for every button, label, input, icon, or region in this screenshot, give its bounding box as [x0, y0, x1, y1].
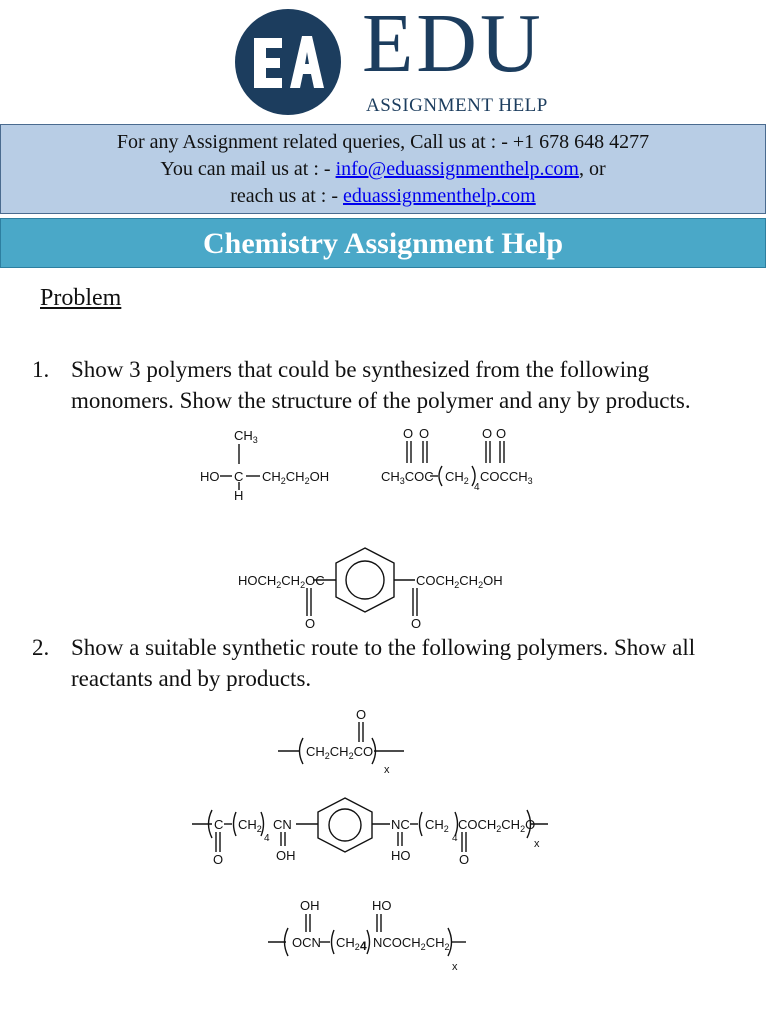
contact-phone-line: For any Assignment related queries, Call us at : - +1 678 648 4277: [116, 131, 650, 153]
p3-ho: HO: [372, 898, 392, 913]
contact-banner: [0, 124, 766, 214]
p3-ch: $CH_2$: [336, 935, 360, 952]
m1-top: $CH_3$: [234, 428, 258, 445]
question-number: 1.: [32, 357, 50, 382]
p2-x: x: [534, 838, 540, 850]
page-title: Chemistry Assignment Help: [0, 218, 766, 268]
p2-ho: HO: [391, 848, 411, 863]
brand-tagline: ASSIGNMENT HELP: [366, 95, 548, 116]
m3-o-right: O: [411, 616, 422, 631]
contact-email-prefix: You can mail us at : -: [160, 158, 336, 180]
m2-left: $CH_3COC$: [381, 469, 434, 486]
contact-email-line: [1, 156, 765, 183]
p2-n-left: 4: [264, 833, 270, 844]
p2-c: C: [214, 817, 224, 832]
p2-ch-right: $CH_2$: [425, 817, 449, 834]
m2-right: $COCCH_3$: [480, 469, 533, 486]
m2-o1: O: [403, 426, 414, 441]
p3-ocn: OCN: [292, 935, 321, 950]
p3-n: 4: [360, 939, 367, 953]
m2-n: 4: [474, 482, 480, 493]
header-logo: [0, 0, 768, 122]
p2-ch: $CH_2$: [238, 817, 262, 834]
m2-o4: O: [496, 426, 507, 441]
m1-right: $CH_2CH_2OH$: [262, 469, 330, 486]
m2-o3: O: [482, 426, 493, 441]
p3-mid: $NCOCH_2CH_2$: [373, 935, 450, 952]
question-text: Show 3 polymers that could be synthesized from the following monomers. Show the structure of the polymer and any by products.: [71, 357, 691, 413]
question-number: 2.: [32, 635, 50, 660]
p2-cn: CN: [273, 817, 292, 832]
p1-x: x: [384, 764, 390, 776]
m3-right: $COCH_2CH_2OH$: [416, 573, 503, 590]
p3-oh: OH: [300, 898, 320, 913]
contact-web-prefix: reach us at : -: [230, 185, 343, 207]
p2-o-left: O: [213, 852, 224, 867]
m1-bottom: H: [234, 488, 244, 503]
m3-o-left: O: [305, 616, 316, 631]
question-text: Show a suitable synthetic route to the following polymers. Show all reactants and by products.: [71, 635, 696, 691]
p2-n-right: 4: [452, 833, 458, 844]
m1-left: HO: [200, 469, 220, 484]
p2-oh: OH: [276, 848, 296, 863]
m1-center: C: [234, 469, 244, 484]
contact-email-suffix: , or: [578, 158, 606, 180]
website-link[interactable]: eduassignmenthelp.com: [343, 185, 536, 207]
logo-mark-icon: [232, 8, 344, 116]
m2-o2: O: [419, 426, 430, 441]
m3-left: $HOCH_2CH_2OC$: [238, 573, 325, 590]
p1-body: $CH_2CH_2CO$: [306, 744, 374, 761]
contact-web-line: [1, 183, 765, 210]
brand-wordmark: EDU: [362, 0, 544, 90]
email-link[interactable]: info@eduassignmenthelp.com: [335, 158, 579, 180]
p3-x: x: [452, 961, 458, 973]
p1-o: O: [356, 707, 367, 722]
m2-middle: $CH_2$: [445, 469, 469, 486]
p2-nc: NC: [391, 817, 410, 832]
p2-tail: $COCH_2CH_2O$: [458, 817, 536, 834]
p2-o-right: O: [459, 852, 470, 867]
problem-heading: Problem: [40, 285, 122, 311]
